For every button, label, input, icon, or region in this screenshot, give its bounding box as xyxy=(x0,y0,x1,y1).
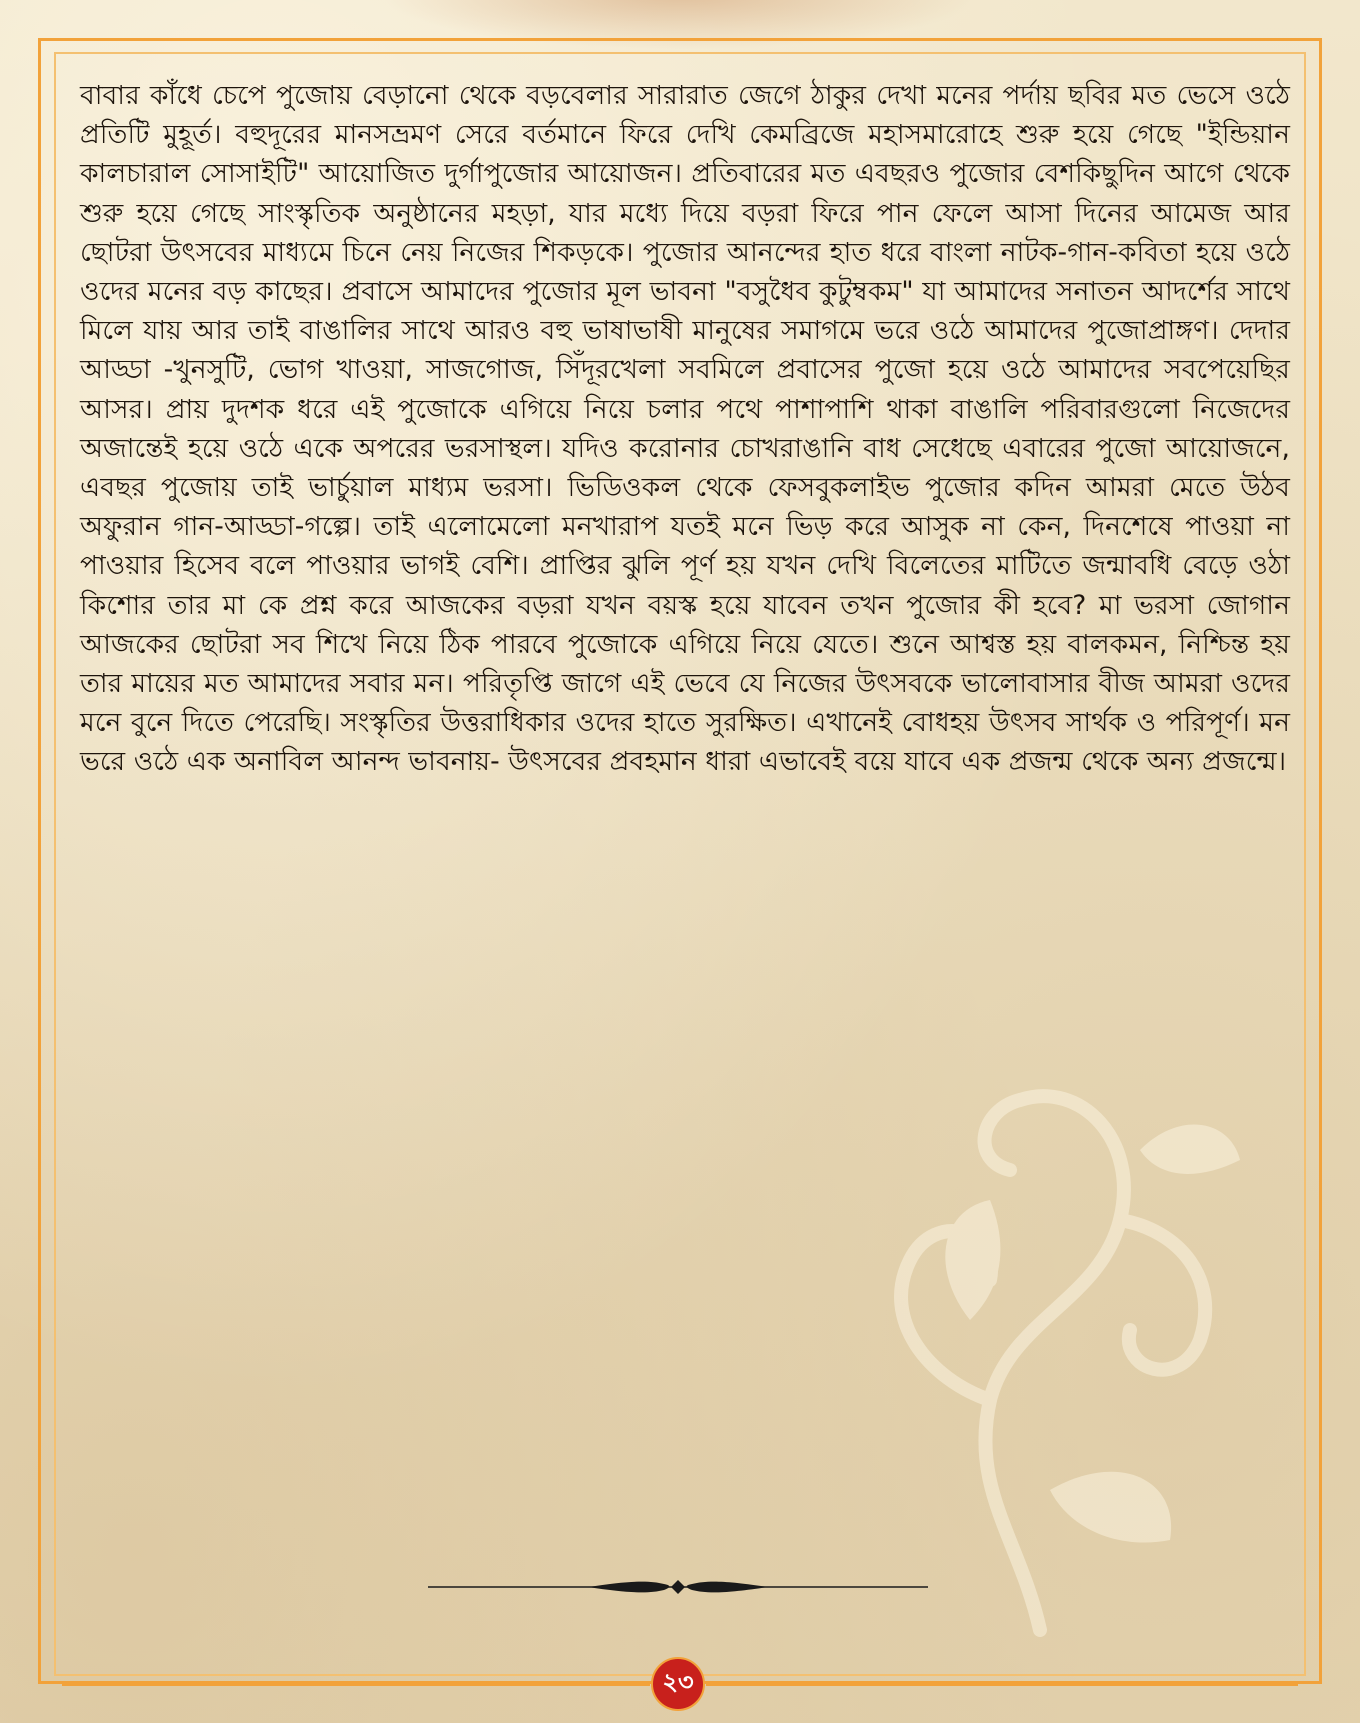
page-number-badge: ২৩ xyxy=(651,1657,705,1711)
footer-line-right xyxy=(706,1683,1298,1686)
ornamental-divider-icon xyxy=(428,1572,928,1602)
footer-line-left xyxy=(62,1683,650,1686)
article-body: বাবার কাঁধে চেপে পুজোয় বেড়ানো থেকে বড়বেলার সারারাত জেগে ঠাকুর দেখা মনের পর্দায় ছবির মত ভেসে ওঠে প্রতিটি মুহূর্ত। বহুদূরের মানসভ্রমণ সেরে বর্তমানে ফিরে দেখি কেমব্রিজে মহাসমারোহে শুরু হয়ে গেছে "ইন্ডিয়ান কালচারাল সোসাইটি" আয়োজিত দুর্গাপুজোর আয়োজন। প্রতিবারের মত এবছরও পুজোর বেশকিছুদিন আগে থেকে শুরু হয়ে গেছে সাংস্কৃতিক অনুষ্ঠানের মহড়া, যার মধ্যে দিয়ে বড়রা ফিরে পান ফেলে আসা দিনের আমেজ আর ছোটরা উৎসবের মাধ্যমে চিনে নেয় নিজের শিকড়কে। পুজোর আনন্দের হাত ধরে বাংলা নাটক-গান-কবিতা হয়ে ওঠে ওদের মনের বড় কাছের। প্রবাসে আমাদের পুজোর মূল ভাবনা "বসুধৈব কুটুম্বকম" যা আমাদের সনাতন আদর্শের সাথে মিলে যায় আর তাই বাঙালির সাথে আরও বহু ভাষাভাষী মানুষের সমাগমে ভরে ওঠে আমাদের পুজোপ্রাঙ্গণ। দেদার আড্ডা -খুনসুটি, ভোগ খাওয়া, সাজগোজ, সিঁদূরখেলা সবমিলে প্রবাসের পুজো হয়ে ওঠে আমাদের সবপেয়েছির আসর। প্রায় দুদশক ধরে এই পুজোকে এগিয়ে নিয়ে চলার পথে পাশাপাশি থাকা বাঙালি পরিবারগুলো নিজেদের অজান্তেই হয়ে ওঠে একে অপরের ভরসাস্থল। যদিও করোনার চোখরাঙানি বাধ সেধেছে এবারের পুজো আয়োজনে, এবছর পুজোয় তাই ভার্চুয়াল মাধ্যম ভরসা। ভিডিওকল থেকে ফেসবুকলাইভ পুজোর কদিন আমরা মেতে উঠব অফুরান গান-আড্ডা-গল্পে। তাই এলোমেলো মনখারাপ যতই মনে ভিড় করে আসুক না কেন, দিনশেষে পাওয়া না পাওয়ার হিসেব বলে পাওয়ার ভাগই বেশি। প্রাপ্তির ঝুলি পূর্ণ হয় যখন দেখি বিলেতের মাটিতে জন্মাবধি বেড়ে ওঠা কিশোর তার মা কে প্রশ্ন করে আজকের বড়রা যখন বয়স্ক হয়ে যাবেন তখন পুজোর কী হবে? মা ভরসা জোগান আজকের ছোটরা সব শিখে নিয়ে ঠিক পারবে পুজোকে এগিয়ে নিয়ে যেতে। শুনে আশ্বস্ত হয় বালকমন, নিশ্চিন্ত হয় তার মায়ের মত আমাদের সবার মন। পরিতৃপ্তি জাগে এই ভেবে যে নিজের উৎসবকে ভালোবাসার বীজ আমরা ওদের মনে বুনে দিতে পেরেছি। সংস্কৃতির উত্তরাধিকার ওদের হাতে সুরক্ষিত। এখানেই বোধহয় উৎসব সার্থক ও পরিপূর্ণ। মন ভরে ওঠে এক অনাবিল আনন্দ ভাবনায়- উৎসবের প্রবহমান ধারা এভাবেই বয়ে যাবে এক প্রজন্ম থেকে অন্য প্রজন্মে। xyxy=(80,80,1290,778)
